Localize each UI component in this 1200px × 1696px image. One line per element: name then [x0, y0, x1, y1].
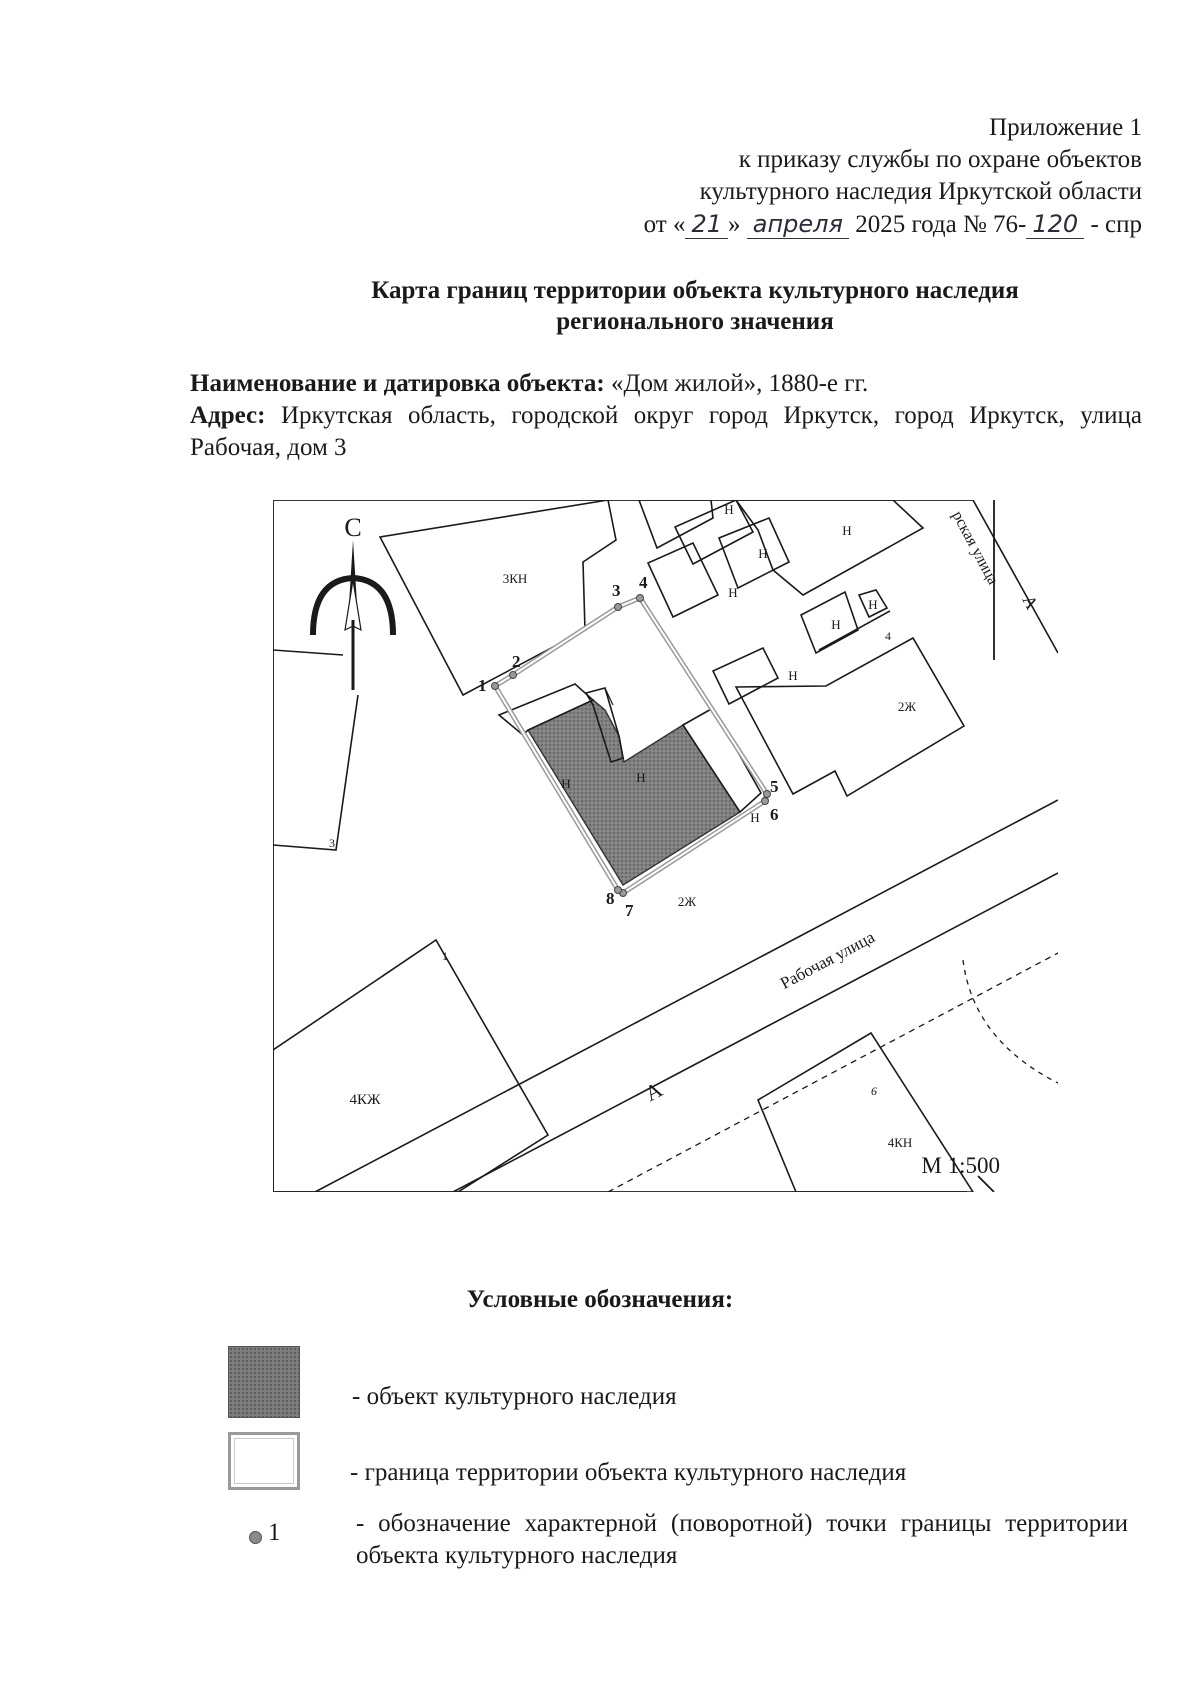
street-code-rabochaya: А [640, 1076, 667, 1107]
legend-heritage-text: - объект культурного наследия [352, 1383, 677, 1410]
point-label-2: 2 [512, 652, 521, 671]
appendix-line-2: к приказу службы по охране объектов [738, 146, 1142, 173]
legend-point-icon [249, 1531, 262, 1544]
annex-link [819, 611, 890, 650]
parcel-number-3: 3 [329, 836, 335, 850]
building-3kn [380, 500, 616, 695]
label-2zh-right: 2Ж [897, 699, 917, 714]
legend-boundary-text: - граница территории объекта культурного наследия [350, 1459, 907, 1486]
object-info [190, 368, 1142, 464]
label-n-9: Н [636, 770, 646, 785]
title-line-1: Карта границ территории объекта культурного наследия [371, 277, 1019, 304]
object-name-value: «Дом жилой», 1880-е гг. [610, 370, 869, 397]
point-label-6: 6 [770, 805, 779, 824]
map-svg [273, 500, 1058, 1192]
appendix-date-line [644, 208, 1142, 241]
north-arrow-icon [313, 540, 393, 690]
building-4kzh [273, 940, 548, 1192]
label-2zh-object: 2Ж [677, 894, 697, 909]
document-title [190, 275, 1200, 337]
map-scale: М 1:500 [921, 1153, 1000, 1178]
object-name-row [190, 368, 1142, 400]
point-label-3: 3 [612, 581, 621, 600]
boundary-point-4 [637, 595, 644, 602]
boundary-map [273, 500, 1058, 1192]
appendix-line-3: культурного наследия Иркутской области [699, 178, 1142, 205]
legend-heritage-swatch [228, 1346, 300, 1418]
building-n-right-1 [713, 648, 778, 704]
label-n-5: Н [831, 617, 841, 632]
label-n-3: Н [842, 523, 852, 538]
date-day: 21 [685, 210, 728, 239]
boundary-point-2 [510, 672, 517, 679]
building-n-top-3 [719, 518, 789, 588]
appendix-header [644, 112, 1142, 241]
label-4kn: 4КН [887, 1135, 913, 1150]
parcel-3-top [273, 650, 343, 655]
object-name-label: Наименование и датировка объекта: [190, 370, 605, 397]
point-label-5: 5 [770, 777, 779, 796]
street-line-mid [453, 873, 1058, 1192]
parcel-3-edge [273, 695, 358, 850]
legend-title: Условные обозначения: [466, 1286, 734, 1313]
point-label-1: 1 [478, 676, 487, 695]
legend-point-symbol: 1 [268, 1519, 281, 1546]
order-suffix: - спр [1090, 211, 1142, 238]
date-mid: » [728, 211, 741, 238]
parcel-number-4: 4 [885, 629, 891, 643]
street-label-side: рская улица [948, 508, 1002, 588]
label-n-2: Н [758, 546, 768, 561]
parcel-number-1: 1 [442, 949, 448, 963]
order-number: 120 [1026, 210, 1084, 239]
map-frame-corner [978, 1176, 994, 1192]
label-n-4: Н [728, 585, 738, 600]
title-line-2: регионального значения [556, 308, 834, 335]
boundary-point-3 [615, 604, 622, 611]
label-n-1: Н [724, 502, 734, 517]
boundary-point-8 [615, 887, 622, 894]
date-year: 2025 года № 76- [855, 211, 1027, 238]
label-n-8: Н [561, 776, 571, 791]
parcel-number-6: 6 [871, 1084, 877, 1098]
point-label-8: 8 [606, 889, 615, 908]
date-month: апреля [747, 210, 849, 239]
street-line-north [315, 800, 1058, 1192]
label-n-10: Н [750, 810, 760, 825]
object-address-row [190, 400, 1142, 464]
legend-boundary-swatch [228, 1432, 300, 1490]
legend-point-text: - обозначение характерной (поворотной) точки границы территории объекта культурного наследия [356, 1510, 1128, 1569]
appendix-line-1: Приложение 1 [989, 114, 1142, 141]
boundary-point-1 [492, 683, 499, 690]
boundary-point-6 [762, 798, 769, 805]
object-address-label: Адрес: [190, 402, 266, 429]
label-n-6: Н [868, 597, 878, 612]
label-3kn: 3КН [502, 571, 528, 586]
point-label-7: 7 [625, 901, 634, 920]
north-label: С [344, 513, 362, 542]
building-n-top-4 [648, 543, 718, 617]
label-n-7: Н [788, 668, 798, 683]
point-label-4: 4 [639, 573, 648, 592]
street-label-rabochaya: Рабочая улица [777, 927, 878, 993]
building-n-top-1 [639, 500, 713, 548]
date-prefix: от « [643, 211, 686, 238]
object-address-value: Иркутская область, городской округ город Иркутск, город Иркутск, улица Рабочая, дом 3 [190, 402, 1142, 461]
label-4kzh: 4КЖ [349, 1092, 381, 1108]
street-code-side: А [1018, 591, 1043, 613]
